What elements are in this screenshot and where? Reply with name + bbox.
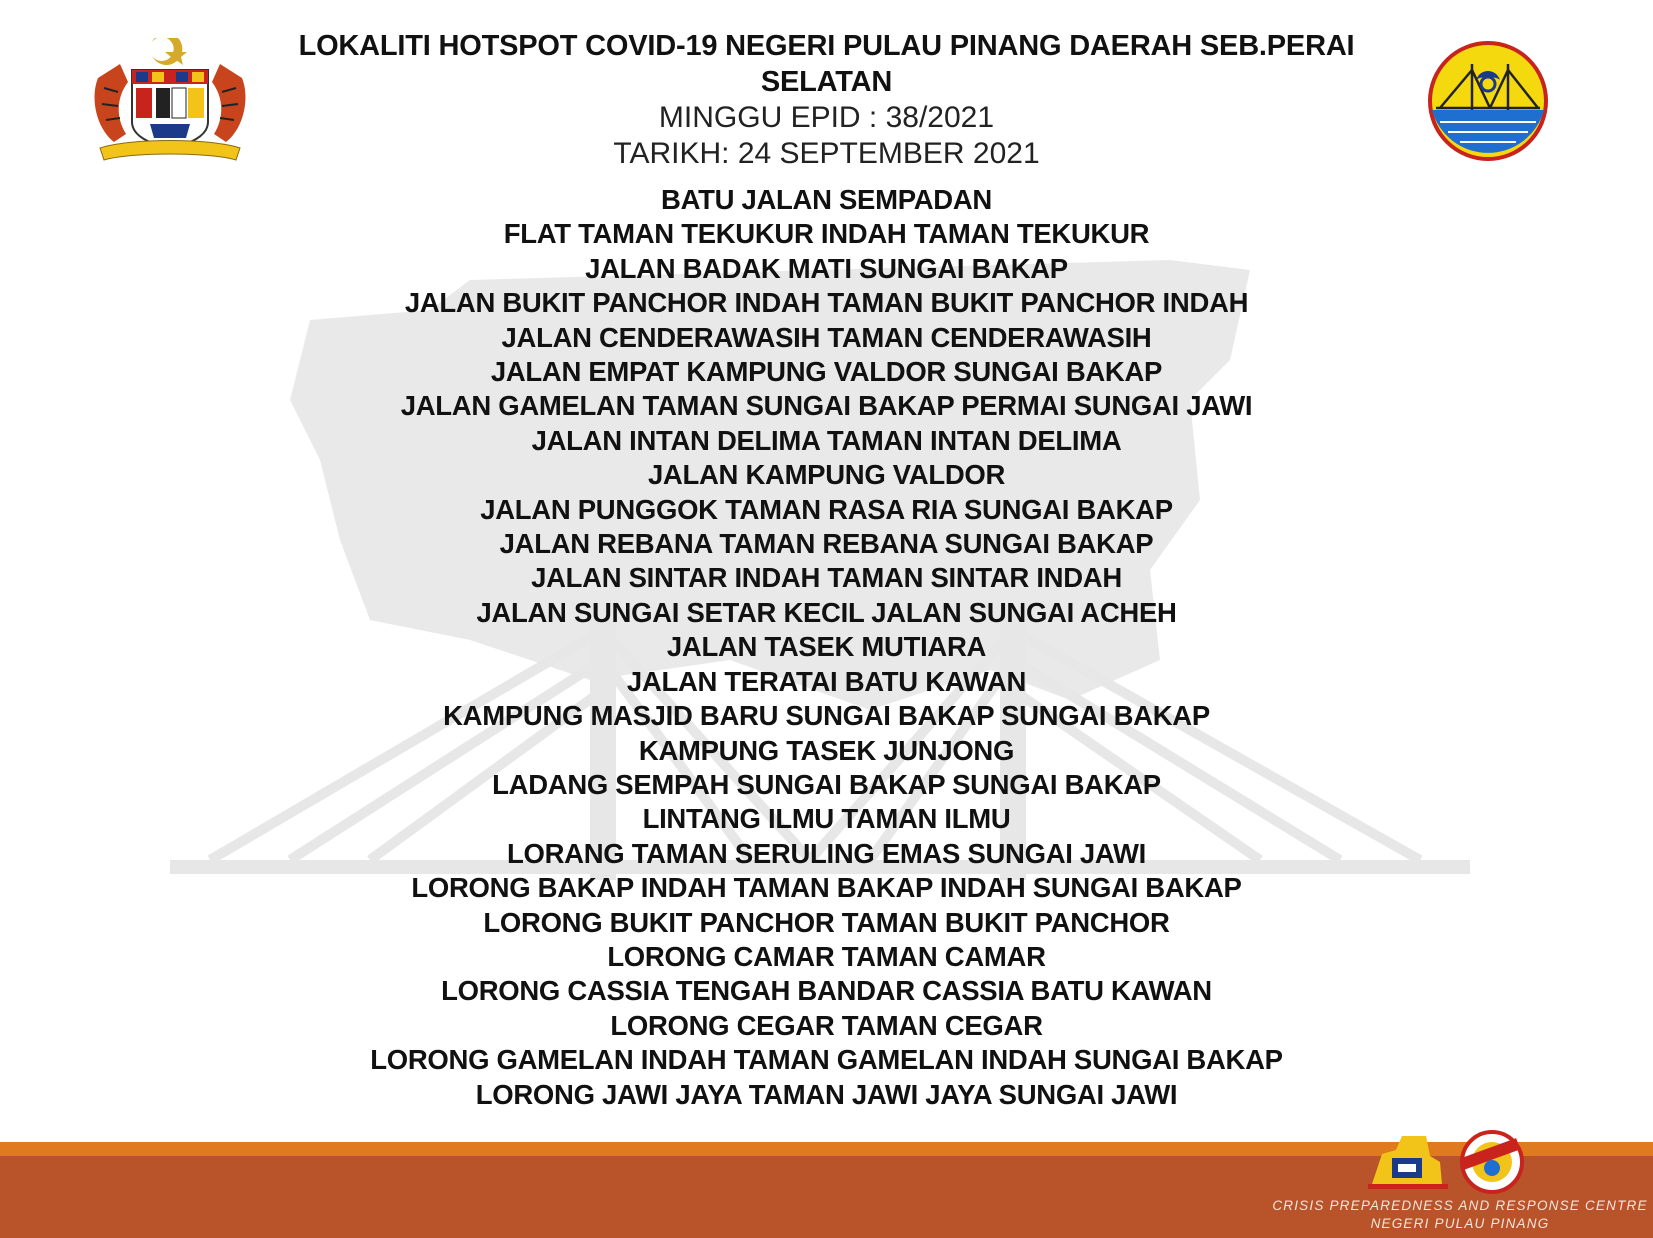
cprc-logo-icon bbox=[1368, 1136, 1448, 1189]
list-item: KAMPUNG MASJID BARU SUNGAI BAKAP SUNGAI BAKAP bbox=[443, 700, 1210, 732]
footer-logos bbox=[1368, 1128, 1548, 1198]
list-item: KAMPUNG TASEK JUNJONG bbox=[638, 734, 1015, 766]
list-item: LORONG CAMAR TAMAN CAMAR bbox=[607, 940, 1046, 972]
list-item: FLAT TAMAN TEKUKUR INDAH TAMAN TEKUKUR bbox=[503, 218, 1150, 250]
list-item: JALAN SINTAR INDAH TAMAN SINTAR INDAH bbox=[531, 562, 1122, 594]
list-item: JALAN KAMPUNG VALDOR bbox=[647, 459, 1006, 491]
page-title-line-1: LOKALITI HOTSPOT COVID-19 NEGERI PULAU PINANG DAERAH SEB.PERAI bbox=[298, 30, 1355, 62]
list-item: JALAN INTAN DELIMA TAMAN INTAN DELIMA bbox=[531, 424, 1122, 456]
list-item: JALAN REBANA TAMAN REBANA SUNGAI BAKAP bbox=[499, 528, 1154, 560]
list-item: LORANG TAMAN SERULING EMAS SUNGAI JAWI bbox=[507, 837, 1146, 869]
footer-line-1: CRISIS PREPAREDNESS AND RESPONSE CENTRE bbox=[1272, 1198, 1648, 1213]
list-item: LORONG CEGAR TAMAN CEGAR bbox=[610, 1009, 1043, 1041]
document-header bbox=[260, 28, 1393, 172]
list-item: JALAN SUNGAI SETAR KECIL JALAN SUNGAI ACHEH bbox=[476, 596, 1177, 628]
list-item: JALAN TERATAI BATU KAWAN bbox=[626, 665, 1027, 697]
list-item: LORONG BUKIT PANCHOR TAMAN BUKIT PANCHOR bbox=[483, 906, 1170, 938]
list-item: LADANG SEMPAH SUNGAI BAKAP SUNGAI BAKAP bbox=[492, 768, 1161, 800]
list-item: JALAN CENDERAWASIH TAMAN CENDERAWASIH bbox=[501, 321, 1152, 353]
footer-organization bbox=[1270, 1197, 1650, 1233]
list-item: JALAN BUKIT PANCHOR INDAH TAMAN BUKIT PANCHOR INDAH bbox=[404, 287, 1249, 319]
list-item: LORONG BAKAP INDAH TAMAN BAKAP INDAH SUNGAI BAKAP bbox=[411, 872, 1242, 904]
penang-lawan-covid-icon bbox=[1460, 1132, 1522, 1192]
list-item: LORONG CASSIA TENGAH BANDAR CASSIA BATU KAWAN bbox=[441, 975, 1212, 1007]
list-item: LORONG JAWI JAYA TAMAN JAWI JAYA SUNGAI JAWI bbox=[475, 1078, 1178, 1110]
district-emblem-bridge-icon bbox=[1426, 40, 1550, 162]
footer-line-2: NEGERI PULAU PINANG bbox=[1370, 1216, 1550, 1231]
epid-week-label: MINGGU EPID : 38/2021 bbox=[658, 101, 995, 134]
list-item: LORONG GAMELAN INDAH TAMAN GAMELAN INDAH SUNGAI BAKAP bbox=[370, 1044, 1283, 1076]
malaysia-coat-of-arms-icon bbox=[90, 38, 250, 163]
list-item: LINTANG ILMU TAMAN ILMU bbox=[642, 803, 1011, 835]
list-item: JALAN GAMELAN TAMAN SUNGAI BAKAP PERMAI SUNGAI JAWI bbox=[400, 390, 1253, 422]
list-item: JALAN EMPAT KAMPUNG VALDOR SUNGAI BAKAP bbox=[490, 356, 1163, 388]
locality-list bbox=[300, 183, 1353, 1112]
list-item: JALAN TASEK MUTIARA bbox=[666, 631, 987, 663]
list-item: JALAN BADAK MATI SUNGAI BAKAP bbox=[585, 252, 1068, 284]
date-label: TARIKH: 24 SEPTEMBER 2021 bbox=[613, 137, 1040, 170]
list-item: BATU JALAN SEMPADAN bbox=[661, 184, 992, 215]
list-item: JALAN PUNGGOK TAMAN RASA RIA SUNGAI BAKAP bbox=[480, 493, 1173, 525]
page-title-line-2: SELATAN bbox=[760, 66, 893, 98]
